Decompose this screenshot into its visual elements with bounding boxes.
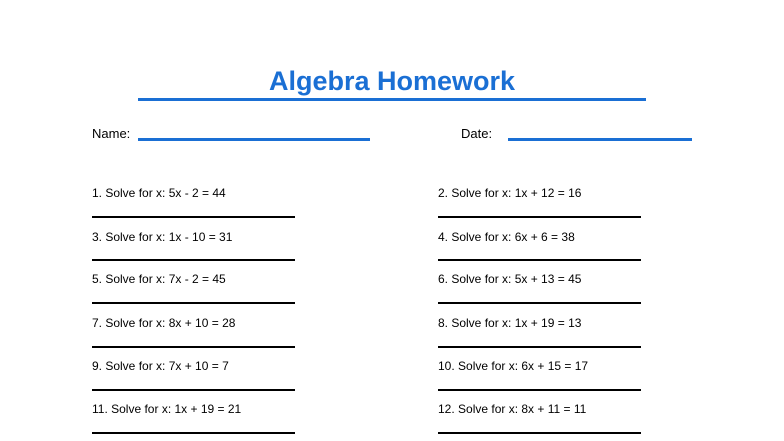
question-11: 11. Solve for x: 1x + 19 = 21 bbox=[92, 402, 242, 416]
question-12: 12. Solve for x: 8x + 11 = 11 bbox=[438, 402, 587, 416]
question-9: 9. Solve for x: 7x + 10 = 7 bbox=[92, 359, 229, 373]
date-label: Date: bbox=[461, 126, 493, 141]
answer-line-3[interactable] bbox=[92, 259, 295, 261]
question-10: 10. Solve for x: 6x + 15 = 17 bbox=[438, 359, 589, 373]
name-label: Name: bbox=[92, 126, 131, 141]
question-6: 6. Solve for x: 5x + 13 = 45 bbox=[438, 272, 582, 286]
answer-line-7[interactable] bbox=[92, 346, 295, 348]
answer-line-12[interactable] bbox=[438, 432, 641, 434]
question-5: 5. Solve for x: 7x - 2 = 45 bbox=[92, 272, 226, 286]
answer-line-10[interactable] bbox=[438, 389, 641, 391]
answer-line-6[interactable] bbox=[438, 302, 641, 304]
answer-line-5[interactable] bbox=[92, 302, 295, 304]
answer-line-9[interactable] bbox=[92, 389, 295, 391]
question-2: 2. Solve for x: 1x + 12 = 16 bbox=[438, 186, 582, 200]
answer-line-11[interactable] bbox=[92, 432, 295, 434]
question-1: 1. Solve for x: 5x - 2 = 44 bbox=[92, 186, 226, 200]
name-field-line[interactable] bbox=[138, 138, 370, 141]
question-7: 7. Solve for x: 8x + 10 = 28 bbox=[92, 316, 236, 330]
question-3: 3. Solve for x: 1x - 10 = 31 bbox=[92, 230, 233, 244]
worksheet-title: Algebra Homework bbox=[268, 66, 516, 96]
answer-line-4[interactable] bbox=[438, 259, 641, 261]
date-field-line[interactable] bbox=[508, 138, 692, 141]
answer-line-2[interactable] bbox=[438, 216, 641, 218]
answer-line-8[interactable] bbox=[438, 346, 641, 348]
title-underline bbox=[138, 98, 646, 101]
question-4: 4. Solve for x: 6x + 6 = 38 bbox=[438, 230, 575, 244]
answer-line-1[interactable] bbox=[92, 216, 295, 218]
question-8: 8. Solve for x: 1x + 19 = 13 bbox=[438, 316, 582, 330]
